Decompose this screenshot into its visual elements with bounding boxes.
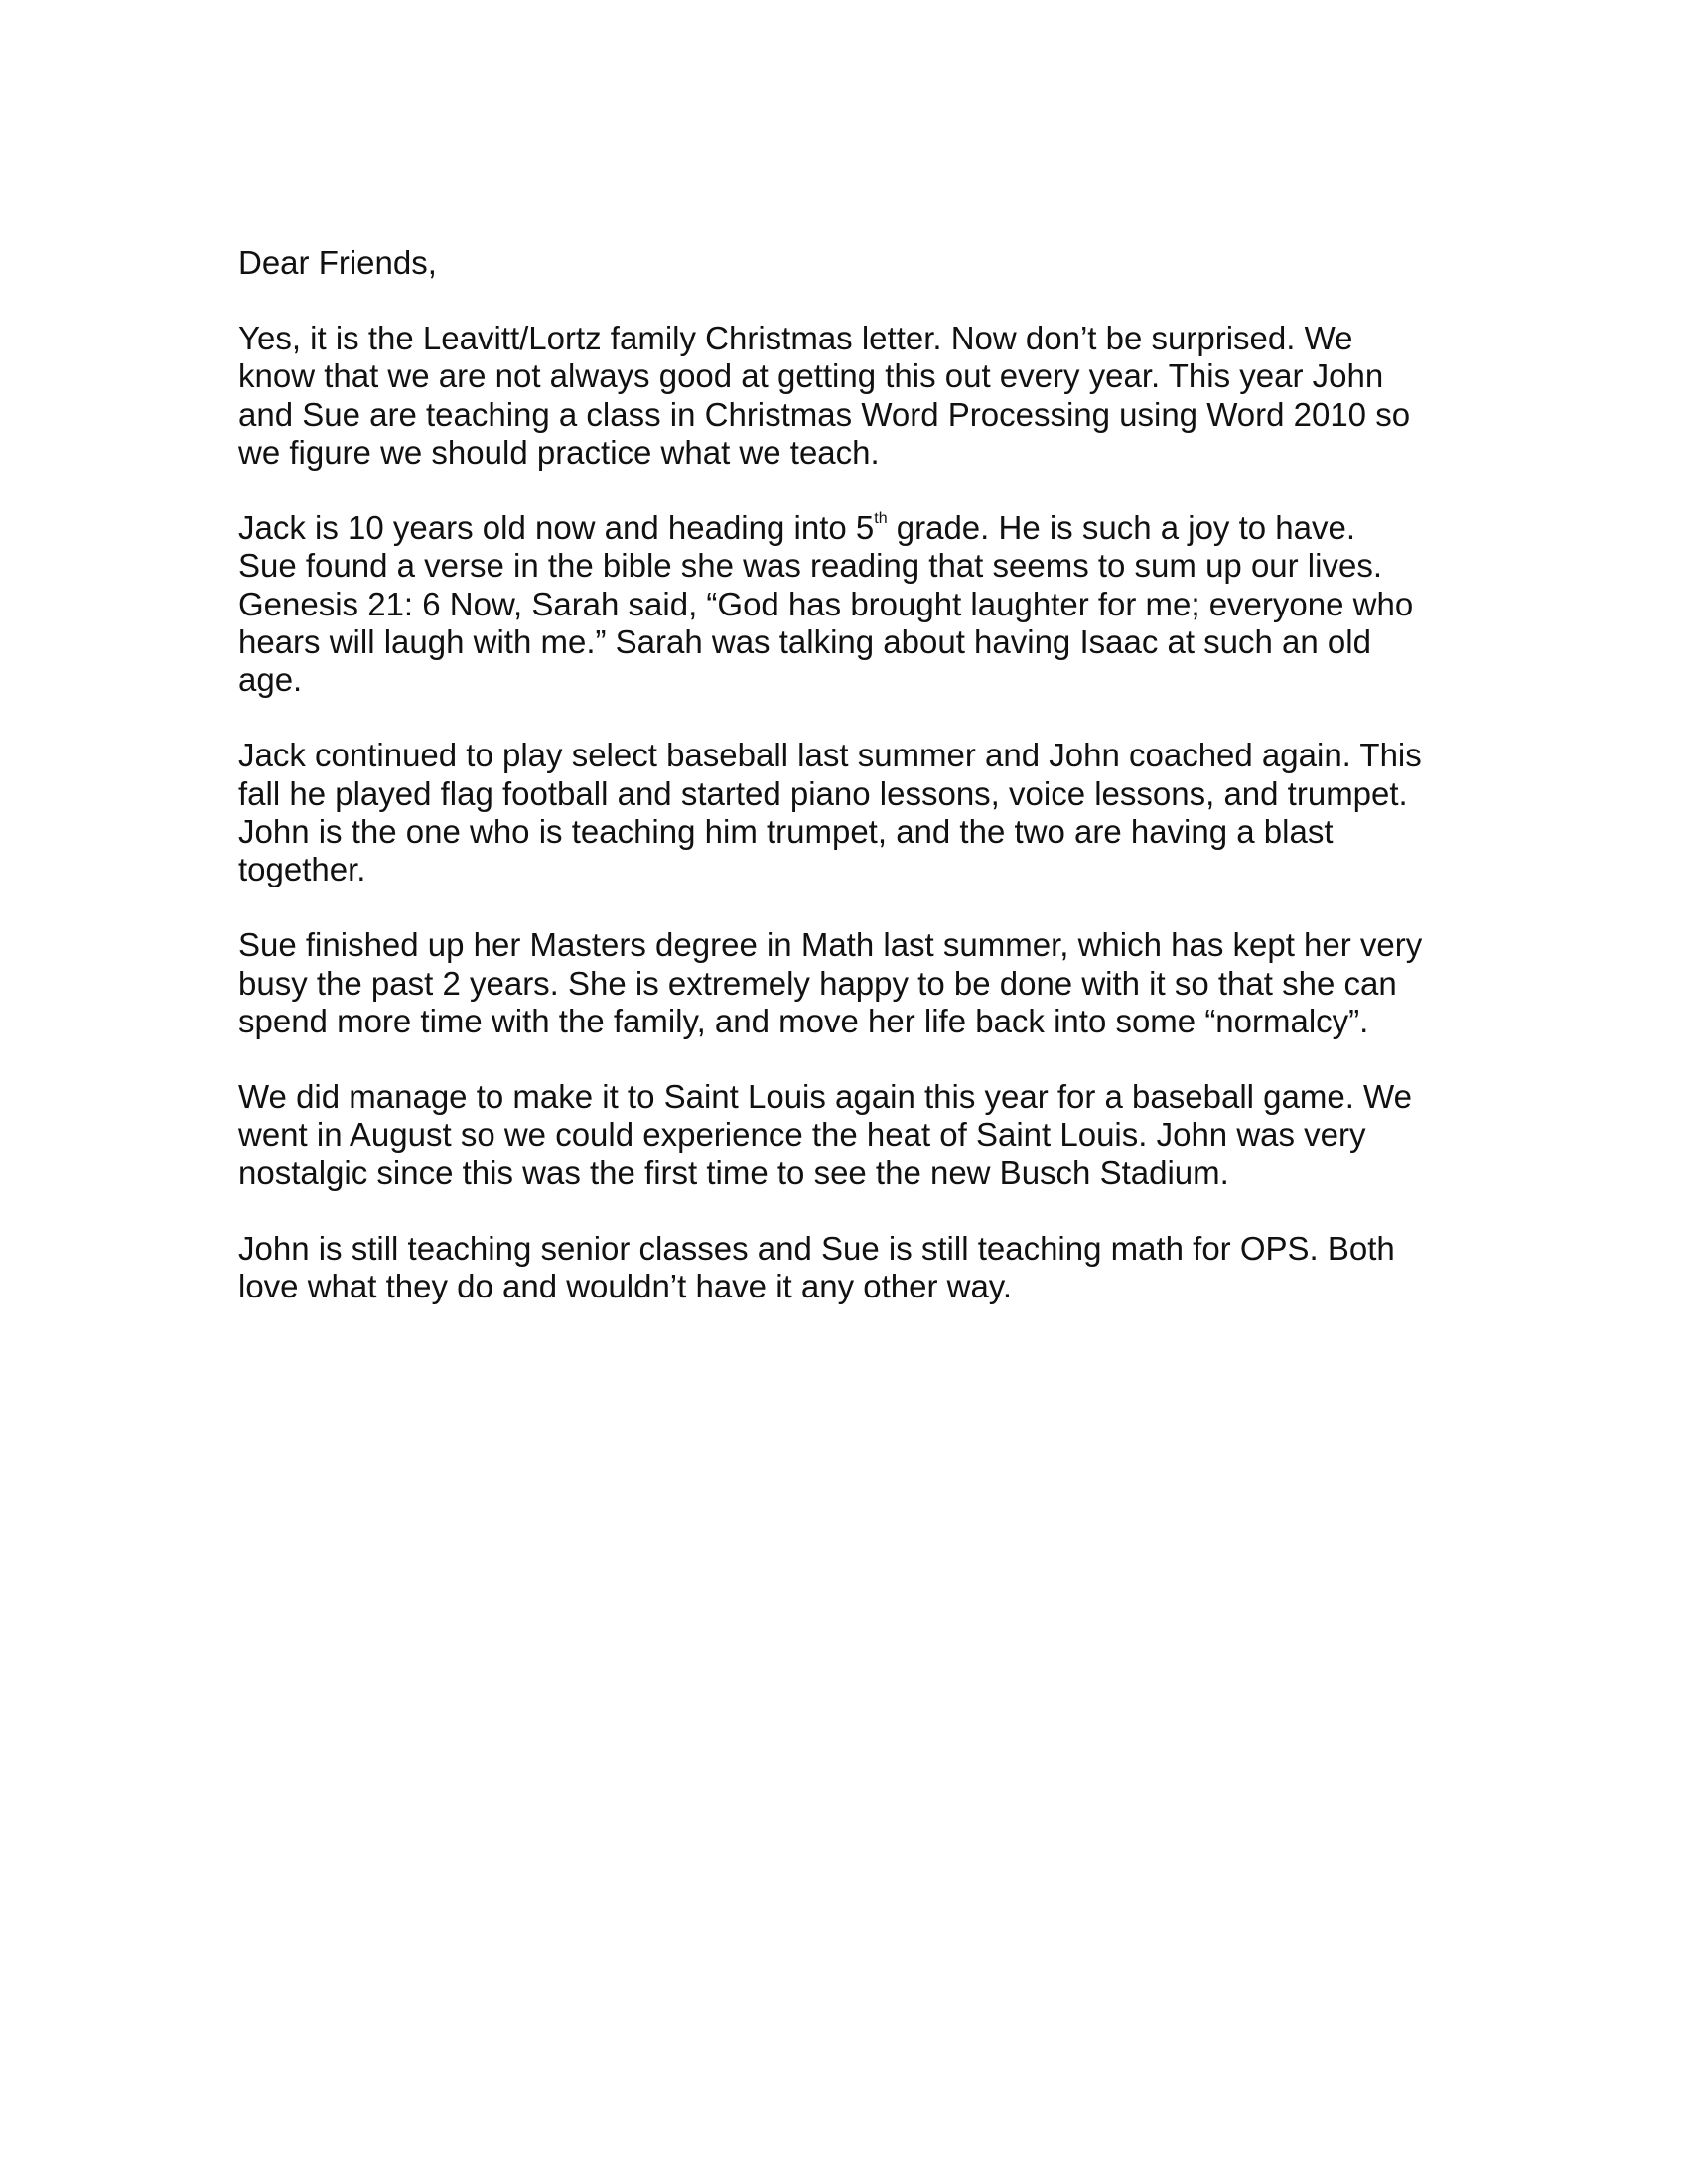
paragraph-intro bbox=[238, 320, 1460, 472]
text-line: love what they do and wouldn’t have it any other way. bbox=[238, 1268, 1013, 1305]
text-line: Genesis 21: 6 Now, Sarah said, “God has brought laughter for me; everyone who bbox=[238, 585, 1414, 622]
text-line: Yes, it is the Leavitt/Lortz family Christmas letter. Now don’t be surprised. We bbox=[238, 320, 1353, 357]
text-line: age. bbox=[238, 661, 303, 699]
text-line: busy the past 2 years. She is extremely happy to be done with it so that she can bbox=[238, 964, 1397, 1002]
text-fragment: grade. He is such a joy to have. bbox=[887, 509, 1356, 547]
text-line: Jack continued to play select baseball last summer and John coached again. This bbox=[238, 737, 1422, 774]
text-line: Sue finished up her Masters degree in Math last summer, which has kept her very bbox=[238, 926, 1423, 964]
paragraph-sue bbox=[238, 926, 1460, 1040]
text-line: Sue found a verse in the bible she was reading that seems to sum up our lives. bbox=[238, 547, 1382, 585]
letter-greeting bbox=[238, 244, 1460, 282]
paragraph-saint-louis bbox=[238, 1078, 1460, 1192]
text-fragment: Jack is 10 years old now and heading into 5 bbox=[238, 509, 875, 547]
text-line: We did manage to make it to Saint Louis again this year for a baseball game. We bbox=[238, 1078, 1412, 1116]
paragraph-activities bbox=[238, 737, 1460, 888]
text-line: John is the one who is teaching him trumpet, and the two are having a blast bbox=[238, 812, 1334, 850]
text-line: nostalgic since this was the first time to see the new Busch Stadium. bbox=[238, 1154, 1229, 1191]
text-line: we figure we should practice what we teach. bbox=[238, 433, 880, 471]
text-line: know that we are not always good at getting this out every year. This year John bbox=[238, 357, 1384, 395]
paragraph-jack bbox=[238, 509, 1460, 699]
paragraph-work bbox=[238, 1230, 1460, 1305]
text-line: spend more time with the family, and move her life back into some “normalcy”. bbox=[238, 1002, 1369, 1039]
text-line: fall he played flag football and started piano lessons, voice lessons, and trumpet. bbox=[238, 774, 1408, 812]
text-line: went in August so we could experience the heat of Saint Louis. John was very bbox=[238, 1116, 1366, 1154]
letter-body bbox=[238, 244, 1460, 1344]
ordinal-superscript: th bbox=[874, 510, 888, 528]
text-line: and Sue are teaching a class in Christmas Word Processing using Word 2010 so bbox=[238, 395, 1411, 433]
greeting-line: Dear Friends, bbox=[238, 244, 437, 281]
text-line: hears will laugh with me.” Sarah was talking about having Isaac at such an old bbox=[238, 622, 1371, 660]
text-line bbox=[238, 509, 1460, 547]
text-line: John is still teaching senior classes and Sue is still teaching math for OPS. Both bbox=[238, 1230, 1395, 1267]
text-line: together. bbox=[238, 851, 366, 888]
